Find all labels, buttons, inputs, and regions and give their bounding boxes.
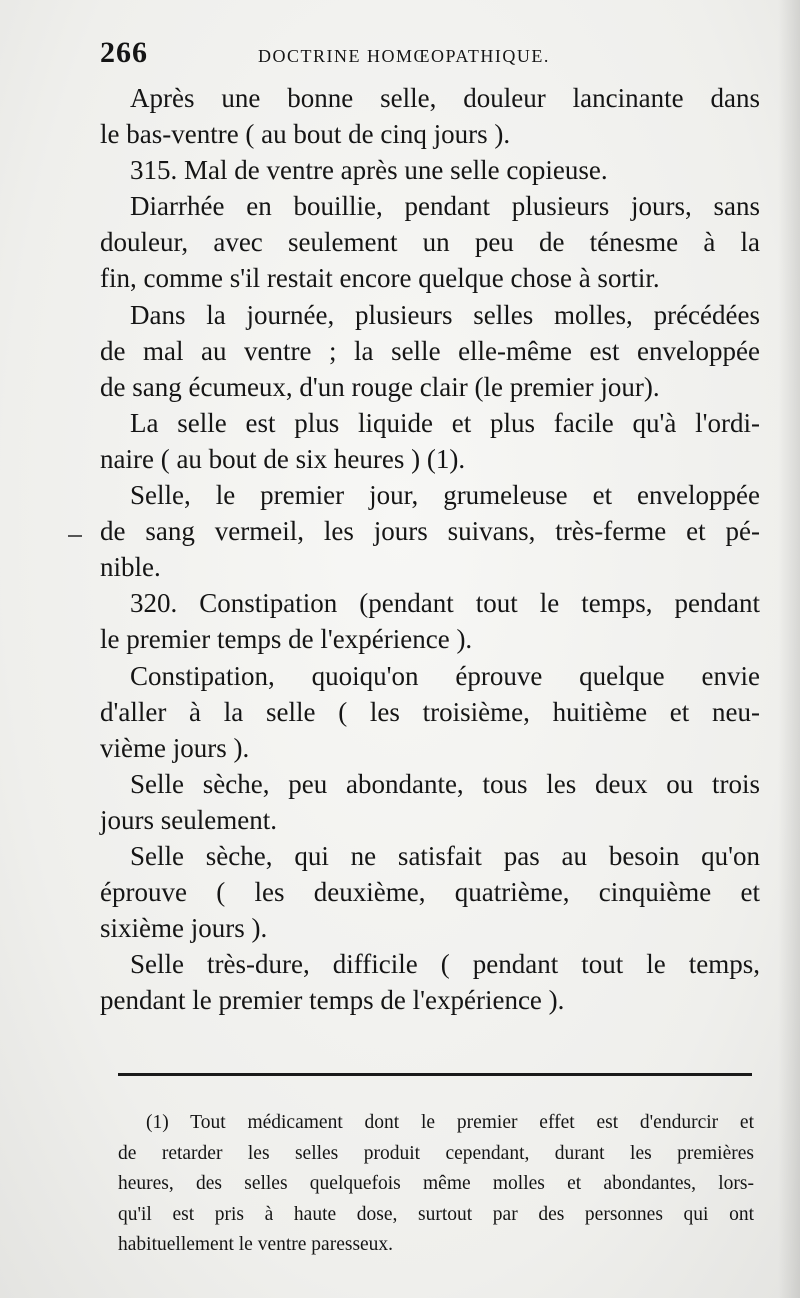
- page-header: [100, 36, 760, 76]
- main-text: [100, 80, 760, 1018]
- text-line: le premier temps de l'expérience ).: [100, 624, 473, 655]
- footnote-line: (1) Tout médicament dont le premier effet est d'endurcir et: [146, 1112, 754, 1133]
- text-line: fin, comme s'il restait encore quelque chose à sortir.: [100, 263, 660, 294]
- text-line: de sang vermeil, les jours suivans, très-ferme et pé-: [100, 516, 760, 547]
- text-line: le bas-ventre ( au bout de cinq jours ).: [100, 119, 511, 150]
- text-line: Après une bonne selle, douleur lancinante dans: [130, 83, 760, 113]
- text-line: de sang écumeux, d'un rouge clair (le premier jour).: [100, 371, 660, 402]
- text-line: Selle sèche, qui ne satisfait pas au besoin qu'on: [130, 840, 760, 871]
- text-line: nible.: [100, 552, 161, 583]
- text-line: Selle sèche, peu abondante, tous les deux ou trois: [130, 768, 760, 799]
- text-line: Selle, le premier jour, grumeleuse et enveloppée: [130, 480, 760, 511]
- running-title: DOCTRINE HOMŒOPATHIQUE.: [258, 46, 550, 66]
- text-line: de mal au ventre ; la selle elle-même est enveloppée: [100, 335, 760, 366]
- footnote-line: heures, des selles quelquefois même molles et abondantes, lors-: [118, 1173, 754, 1194]
- text-line: pendant le premier temps de l'expérience ).: [100, 985, 565, 1016]
- page-number: 266: [100, 36, 148, 69]
- text-line: 320. Constipation (pendant tout le temps, pendant: [130, 588, 760, 619]
- text-line: sixième jours ).: [100, 913, 268, 944]
- text-line: jours seulement.: [100, 804, 277, 835]
- text-line: douleur, avec seulement un peu de ténesme à la: [100, 227, 760, 258]
- text-line: vième jours ).: [100, 732, 250, 763]
- text-line: Dans la journée, plusieurs selles molles, précédées: [130, 299, 760, 330]
- margin-mark: [68, 535, 82, 537]
- footnote-line: habituellement le ventre paresseux.: [118, 1234, 394, 1255]
- text-line: éprouve ( les deuxième, quatrième, cinquième et: [100, 877, 760, 908]
- text-line: naire ( au bout de six heures ) (1).: [100, 443, 466, 474]
- text-line: Selle très-dure, difficile ( pendant tout le temps,: [130, 949, 760, 980]
- text-line: d'aller à la selle ( les troisième, huitième et neu-: [100, 696, 760, 727]
- text-line: Diarrhée en bouillie, pendant plusieurs jours, sans: [130, 191, 760, 222]
- footnote-line: de retarder les selles produit cependant, durant les premières: [118, 1142, 754, 1164]
- footnote: [118, 1108, 754, 1261]
- page-gutter-shadow: [778, 0, 800, 1298]
- footnote-line: qu'il est pris à haute dose, surtout par des personnes qui ont: [118, 1203, 754, 1225]
- text-line: La selle est plus liquide et plus facile qu'à l'ordi-: [130, 407, 760, 438]
- footnote-rule: [118, 1073, 752, 1076]
- text-line: Constipation, quoiqu'on éprouve quelque envie: [130, 660, 760, 691]
- text-line: 315. Mal de ventre après une selle copieuse.: [130, 155, 608, 186]
